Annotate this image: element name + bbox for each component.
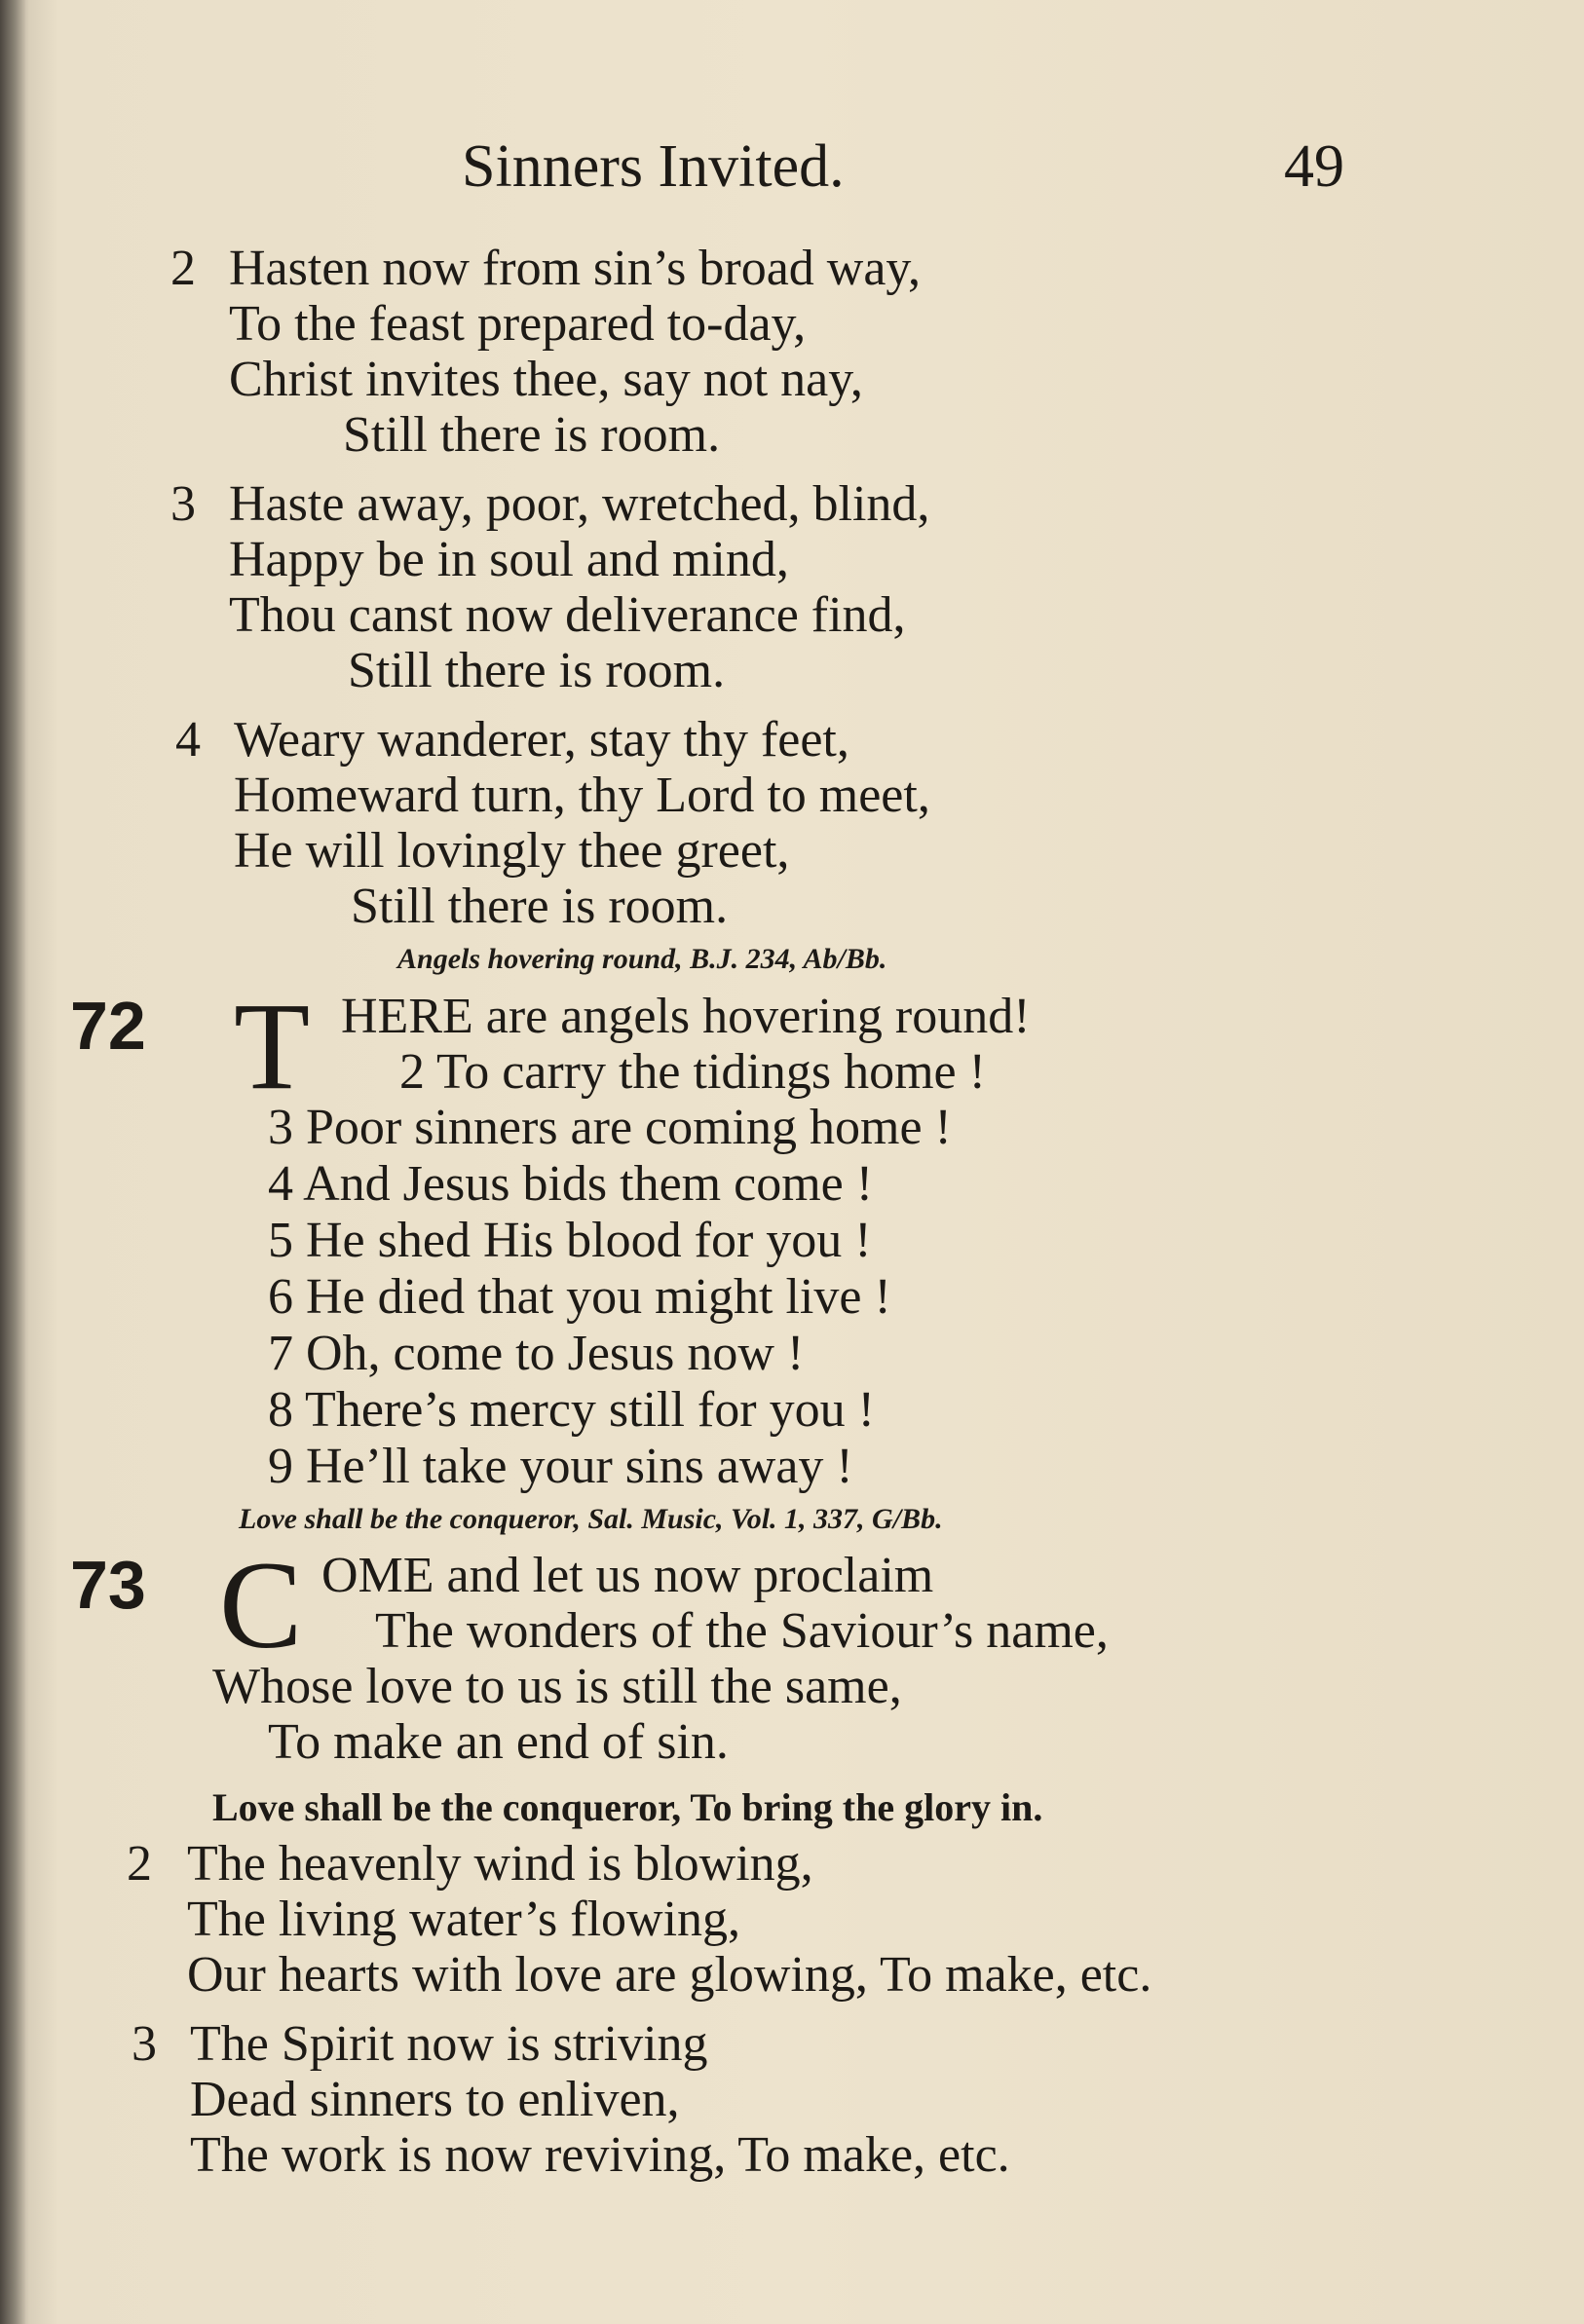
verse-line: The wonders of the Saviour’s name, bbox=[375, 1603, 1109, 1659]
verse-line: The Spirit now is striving bbox=[190, 2016, 708, 2072]
verse-line: Happy be in soul and mind, bbox=[229, 532, 789, 587]
verse-number: 3 bbox=[170, 476, 196, 532]
verse-line: Still there is room. bbox=[351, 879, 729, 934]
verse-line: 9 He’ll take your sins away ! bbox=[268, 1439, 853, 1494]
verse-line: 6 He died that you might live ! bbox=[268, 1269, 891, 1325]
chorus-line: Love shall be the conqueror, To bring the glory in. bbox=[212, 1785, 1043, 1829]
verse-line: Haste away, poor, wretched, blind, bbox=[229, 476, 930, 532]
verse-line: Hasten now from sin’s broad way, bbox=[229, 241, 922, 296]
verse-line: Thou canst now deliverance find, bbox=[229, 587, 906, 643]
verse-line: 2 To carry the tidings home ! bbox=[399, 1044, 986, 1100]
hymn-number: 73 bbox=[70, 1547, 146, 1623]
verse-line: Homeward turn, thy Lord to meet, bbox=[234, 768, 930, 823]
tune-reference: Angels hovering round, B.J. 234, Ab/Bb. bbox=[397, 943, 887, 975]
verse-line: Weary wanderer, stay thy feet, bbox=[234, 712, 849, 768]
verse-line: 3 Poor sinners are coming home ! bbox=[268, 1100, 952, 1155]
page-number: 49 bbox=[1284, 133, 1344, 200]
verse-line: The work is now reviving, To make, etc. bbox=[190, 2127, 1010, 2183]
verse-line: Our hearts with love are glowing, To make, etc. bbox=[187, 1947, 1152, 2003]
hymn-number: 72 bbox=[70, 988, 146, 1064]
verse-line: To make an end of sin. bbox=[268, 1714, 729, 1770]
verse-line: 7 Oh, come to Jesus now ! bbox=[268, 1326, 805, 1381]
verse-line: 4 And Jesus bids them come ! bbox=[268, 1156, 874, 1212]
verse-line: Dead sinners to enliven, bbox=[190, 2072, 680, 2127]
verse-number: 2 bbox=[127, 1836, 152, 1892]
drop-cap: T bbox=[234, 977, 311, 1115]
drop-cap: C bbox=[219, 1536, 303, 1674]
verse-number: 2 bbox=[170, 241, 196, 296]
verse-line: The living water’s flowing, bbox=[187, 1892, 741, 1947]
verse-line: HERE are angels hovering round! bbox=[341, 989, 1031, 1044]
tune-reference: Love shall be the conqueror, Sal. Music, Vol. 1, 337, G/Bb. bbox=[239, 1503, 943, 1535]
verse-line: Still there is room. bbox=[348, 643, 726, 698]
verse-line: Whose love to us is still the same, bbox=[212, 1659, 902, 1714]
verse-line: Still there is room. bbox=[343, 407, 721, 463]
verse-number: 4 bbox=[175, 712, 201, 768]
verse-line: 5 He shed His blood for you ! bbox=[268, 1213, 872, 1268]
page-title: Sinners Invited. bbox=[462, 133, 845, 200]
verse-line: Christ invites thee, say not nay, bbox=[229, 352, 863, 407]
verse-line: OME and let us now proclaim bbox=[321, 1548, 934, 1603]
verse-line: To the feast prepared to-day, bbox=[229, 296, 807, 352]
verse-number: 3 bbox=[132, 2016, 157, 2072]
verse-line: He will lovingly thee greet, bbox=[234, 823, 790, 879]
verse-line: 8 There’s mercy still for you ! bbox=[268, 1382, 875, 1438]
verse-line: The heavenly wind is blowing, bbox=[187, 1836, 813, 1892]
book-spine bbox=[0, 0, 25, 2324]
